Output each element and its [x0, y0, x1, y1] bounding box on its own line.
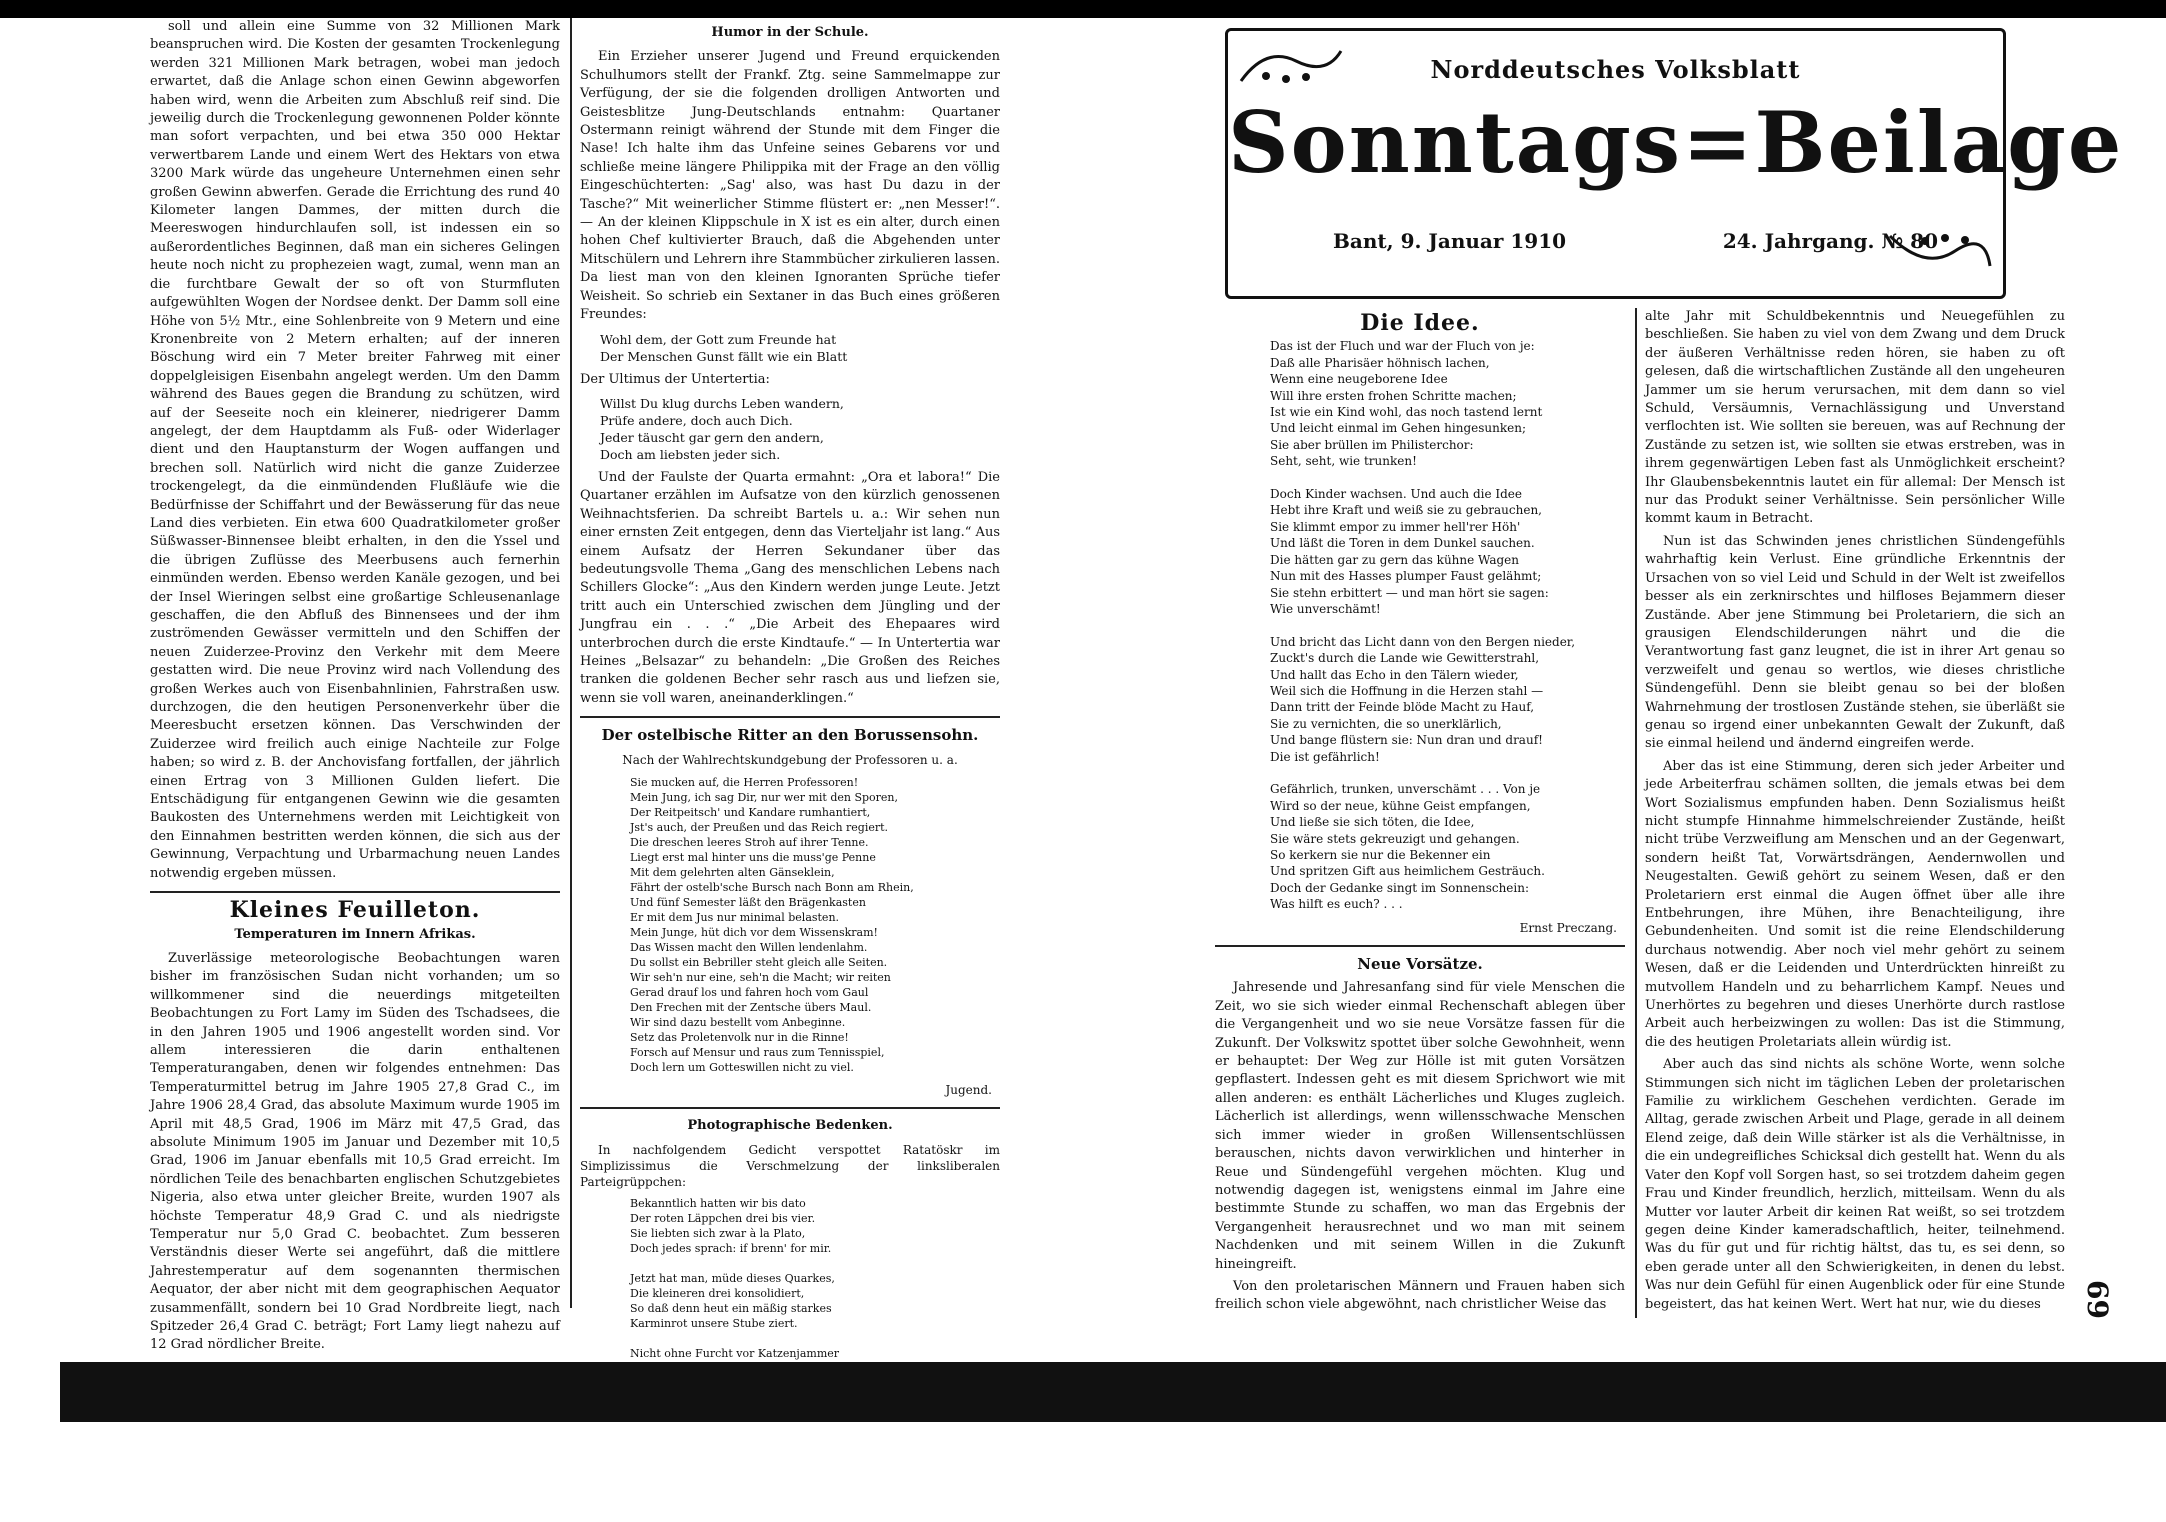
masthead-paper-name: Norddeutsches Volksblatt — [1430, 55, 1801, 84]
section-divider — [580, 716, 1000, 718]
ritter-poem: Sie mucken auf, die Herren Professoren! Mein Jung, ich sag Dir, nur wer mit den Sporen, Der Reitpeitsch' und Kandare rumhantiert, Jst's auch, der Preußen und das Reich regiert. Die dreschen leeres Stroh auf ihrer Tenne. Liegt erst mal hinter uns die muss'ge Penne Mit dem gelehrten alten Gänseklein, Fährt der ostelb'sche Bursch nach Bonn am Rhein, Und fünf Semester läßt den Brägenkasten Er mit dem Jus nur minimal belasten. Mein Junge, hüt dich vor dem Wissenskram! Das Wissen macht den Willen lendenlahm. Du sollst ein Bebriller steht gleich alle Seiten. Wir seh'n nur eine, seh'n die Macht; wir reiten Gerad drauf los und fahren hoch vom Gaul Den Frechen mit der Zentsche übers Maul. Wir sind dazu bestellt vom Anbeginne. Setz das Proletenvolk nur in die Rinne! Forsch auf Mensur und raus zum Tennisspiel, Doch lern um Gotteswillen nicht zu viel. — [630, 776, 914, 1074]
photo-poem: Bekanntlich hatten wir bis dato Der roten Läppchen drei bis vier. Sie liebten sich zwar à la Plato, Doch jedes sprach: if brenn' for mir. Jetzt hat man, müde dieses Quarkes, Die kleineren drei konsolidiert, So daß denn heut ein mäßig starkes Karminrot unsere Stube ziert. Nicht ohne Furcht vor Katzenjammer — [630, 1196, 840, 1360]
sozialismus-paragraph-3: Aber das ist eine Stimmung, deren sich jeder Arbeiter und jede Arbeiterfrau schämen sollten, die jemals etwas bei dem Wort Sozialismus empfunden haben. Denn Sozialismus heißt nicht stumpfe Hinnahme himmelschreiender Zustände, heißt nicht trübe Verzweiflung am Menschen und an der Gegenwart, sondern heißt Tat, Vorwärtsdrängen, Aendernwollen und Neugestalten. Gewiß gehört zu seinem Wesen, daß er den Proletariern erst einmal die Augen öffnet über alle ihre Entbehrungen, ihre Mühen, ihre Benachteiligung, ihre Gebundenheiten. Und somit ist die reine Elendschilderung durchaus notwendig. Aber noch viel mehr gehört zu seinem Wesen, daß er die Leidenden und Unterdrückten hinreißt zu mutvollem Handeln und zu beharrlichem Kampf. Neues und Unerhörtes zu begehren und dieses Unerhörte durch rastlose Arbeit auch herbeizwingen zu wollen: Das ist die Stimmung, die des heutigen Proletariats allein würdig ist. — [1645, 758, 2065, 1050]
masthead-place-date: Bant, 9. Januar 1910 — [1333, 229, 1567, 253]
masthead-volume: 24. Jahrgang. № 80 — [1722, 229, 1938, 253]
ritter-heading: Der ostelbische Ritter an den Borussensohn. — [601, 726, 979, 745]
right-page — [1215, 18, 2124, 1358]
sozialismus-paragraph-1: alte Jahr mit Schuldbekenntnis und Neuegefühlen zu beschließen. Sie haben zu viel von dem Zwang und dem Druck der äußeren Verhältnisse reden hören, sie haben zu oft gelesen, daß die wirtschaftlichen Zustände all den ungeheuren Jammer um sie herum verursachen, mit dem dann so viel Schuld, Versäumnis, Vernachlässigung und Unverstand verflochten ist. Wie sollten sie bereuen, was auf Rechnung der Zustände zu setzen ist, wie sollten sie etwas erstreben, was in ihrem gegenwärtigen Leben fast als Unmöglichkeit erscheint? Ihr Glaubensbekenntnis lautet ein für allemal: Der Mensch ist nur das Produkt seiner Verhältnisse. Sein persönlicher Wille kommt kaum in Betracht. — [1645, 309, 2065, 527]
ritter-subheading: Nach der Wahlrechtskundgebung der Professoren u. a. — [622, 752, 958, 767]
right-column-2 — [1645, 308, 2065, 1318]
photo-intro: In nachfolgendem Gedicht verspottet Ratatöskr im Simplizissimus die Verschmelzung der linksliberalen Parteigrüppchen: — [580, 1142, 1000, 1189]
vorsaetze-paragraph-1: Jahresende und Jahresanfang sind für viele Menschen die Zeit, wo sie sich wieder einmal Rechenschaft ablegen über die Vergangenheit und wo sie neue Vorsätze fassen für die Zukunft. Der Volkswitz spottet über solche Gewohnheit, wenn er behauptet: Der Weg zur Hölle ist mit guten Vorsätzen gepflastert. Indessen geht es mit diesem Sprichwort wie mit allen anderen: es enthält Lächerliches und Kluges zugleich. Lächerlich ist allerdings, wenn willensschwache Menschen sich immer wieder in großen Willensentschlüssen berauschen, nichts davon verwirklichen und hinterher in Reue und Sündengefühl vergehen möchten. Klug und notwendig dagegen ist, wenigstens einmal im Jahre eine bestimmte Stunde zu schaffen, wo man das Ergebnis der Vergangenheit herausrechnet und wo man mit seinem Nachdenken und mit seinem Willen in die Zukunft hineingreift. — [1215, 980, 1625, 1272]
left-column-1 — [150, 18, 560, 1359]
section-divider — [580, 1107, 1000, 1109]
sozialismus-paragraph-2: Nun ist das Schwinden jenes christlichen Sündengefühls wahrhaftig kein Verlust. Eine gründliche Erkenntnis der Ursachen von so viel Leid und Schuld in der Welt ist zweifellos besser als ein zerknirschtes und hilfloses Bejammern dieser Zustände. Aber jene Stimmung bei Proletariern, die sich an grausigen Elendschilderungen nährt und die die Verantwortung fast ganz leugnet, die ist in ihrer Art genau so verzweifelt und genau so wertlos, wie dieses christliche Sündengefühl. Denn sie bleibt genau so bei der bloßen Wahrnehmung der trostlosen Zustände stehen, sie überläßt sie genau so irgend einer unbekannten Gewalt der Zukunft, daß sie einmal heilend und ändernd eingreifen werde. — [1645, 533, 2065, 752]
masthead-title: Sonntags=Beilage — [1228, 93, 2124, 192]
column-rule — [570, 18, 572, 1308]
humor-verse-1: Wohl dem, der Gott zum Freunde hat Der Menschen Gunst fällt wie ein Blatt — [600, 331, 848, 364]
right-column-1 — [1215, 308, 1625, 1319]
temperature-article: Zuverlässige meteorologische Beobachtungen waren bisher im französischen Sudan nicht vorhanden; um so willkommener sind die neuerdings mitgeteilten Beobachtungen zu Fort Lamy im Süden des Tschadsees, die in den Jahren 1905 und 1906 angestellt worden sind. Vor allem interessieren die darin enthaltenen Temperaturangaben, denen wir folgendes entnehmen: Das Temperaturmittel betrug im Jahre 1905 27,8 Grad C., im Jahre 1906 28,4 Grad, das absolute Maximum wurde 1905 im April mit 48,5 Grad, 1906 im März mit 47,5 Grad, das absolute Minimum 1905 im Januar und Dezember mit 10,5 Grad, 1906 im Januar ebenfalls mit 10,5 Grad erreicht. Im nördlichen Teile des benachbarten englischen Schutzgebietes Nigeria, also etwa unter gleicher Breite, wurden 1907 als höchste Temperatur 48,9 Grad C. und als niedrigste Temperatur nur 5,0 Grad C. beobachtet. Zum besseren Verständnis dieser Werte sei angeführt, daß die mittlere Jahrestemperatur auf dem sogenannten thermischen Aequator, der aber nicht mit dem geographischen Aequator zusammenfällt, sondern bei 10 Grad Nordbreite liegt, nach Spitzeder 26,4 Grad C. beträgt; Fort Lamy liegt nahezu auf 12 Grad nördlicher Breite. — [150, 950, 560, 1353]
idee-heading: Die Idee. — [1360, 310, 1480, 336]
left-column-2 — [580, 18, 1000, 1412]
feuilleton-heading: Kleines Feuilleton. — [229, 897, 481, 924]
scan-dark-band — [60, 1362, 2166, 1422]
humor-verse-intro: Der Ultimus der Untertertia: — [580, 371, 770, 387]
humor-paragraph-2: Und der Faulste der Quarta ermahnt: „Ora et labora!“ Die Quartaner erzählen im Aufsatze von den kürzlich genossenen Weihnachtsferien. Da schreibt Bartels u. a.: Wir sehen nun einer ernsten Zeit entgegen, denn das Vierteljahr ist lang.“ Aus einem Aufsatz der Herren Sekundaner über das bedeutungsvolle Thema „Gang des menschlichen Lebens nach Schillers Glocke“: „Aus den Kindern werden junge Leute. Jetzt tritt auch ein Unterschied zwischen dem Jüngling und der Jungfrau ein . . .“ „Die Arbeit des Ehepaares wird unterbrochen durch die erste Kindtaufe.“ — In Untertertia war Heines „Belsazar“ zu behandeln: „Die Großen des Reiches tranken die goldenen Becher sehr rasch aus und liefzen sie, wenn sie voll waren, aneinanderklingen.“ — [580, 469, 1000, 706]
column-rule — [1635, 308, 1637, 1318]
humor-verse-2: Willst Du klug durchs Leben wandern, Prüfe andere, doch auch Dich. Jeder täuscht gar gern den andern, Doch am liebsten jeder sich. — [600, 395, 844, 462]
vorsaetze-paragraph-2: Von den proletarischen Männern und Frauen haben sich freilich schon viele abgewöhnt, nach christlicher Weise das — [1215, 1278, 1625, 1313]
newspaper-spread — [0, 18, 2166, 1362]
column-divider — [150, 891, 560, 893]
idee-poem: Das ist der Fluch und war der Fluch von je: Daß alle Pharisäer höhnisch lachen, Wenn eine neugeborene Idee Will ihre ersten frohen Schritte machen; Ist wie ein Kind wohl, das noch tastend lernt Und leicht einmal im Gehen hingesunken; Sie aber brüllen im Philisterchor: Seht, seht, wie trunken! Doch Kinder wachsen. Und auch die Idee Hebt ihre Kraft und weiß sie zu gebrauchen, Sie klimmt empor zu immer hell'rer Höh' Und läßt die Toren in dem Dunkel sauchen. Die hätten gar zu gern das kühne Wagen Nun mit des Hasses plumper Faust gelähmt; Sie stehn erbittert — und man hört sie sagen: Wie unverschämt! Und bricht das Licht dann von den Bergen nieder, Zuckt's durch die Lande wie Gewitterstrahl, Und hallt das Echo in den Tälern wieder, Weil sich die Hoffnung in die Herzen stahl — Dann tritt der Feinde blöde Macht zu Hauf, Sie zu vernichten, die so unerklärlich, Und bange flüstern sie: Nun dran und drauf! Die ist gefährlich! Gefährlich, trunken, unverschämt . . . Von je Wird so der neue, kühne Geist empfangen, Und ließe sie sich töten, die Idee, Sie wäre stets gekreuzigt und gehangen. So kerkern sie nur die Bekenner ein Und spritzen Gift aus heimlichem Gesträuch. Doch der Gedanke singt im Sonnenschein: Was hilft es euch? . . . — [1270, 339, 1576, 912]
sozialismus-paragraph-4: Aber auch das sind nichts als schöne Worte, wenn solche Stimmungen sich nicht im täglichen Leben der proletarischen Familie zu wirklichem Geschehen verdichten. Gerade im Alltag, gerade zwischen Arbeit und Plage, gerade in all deinem Elend zeige, daß dein Wille stärker ist als die Verhältnisse, in die ein undegreifliches Schicksal dich gestellt hat. Wenn du als Vater den Kopf voll Sorgen hast, so sei trotzdem daheim gegen Frau und Kinder freundlich, herzlich, mitteilsam. Wenn du als Mutter vor lauter Arbeit dir keinen Rat weißt, so sei trotzdem gegen deine Kinder kameradschaftlich, heiter, teilnehmend. Was du für gut und für richtig hältst, das tu, es sei denn, so eben gerade unter all den Schwierigkeiten, in denen du lebst. Was nur dein Gefühl für einen Augenblick oder für eine Stunde begeistert, das hat keinen Wert. Wert hat nur, wie du dieses — [1645, 1057, 2065, 1312]
temperature-heading: Temperaturen im Innern Afrikas. — [234, 926, 476, 942]
ritter-signature: Jugend. — [945, 1083, 992, 1097]
zuiderzee-article: soll und allein eine Summe von 32 Millionen Mark beanspruchen wird. Die Kosten der gesamten Trockenlegung werden 321 Millionen Mark betragen, wobei man jedoch erwartet, daß die Anlage schon einen Gewinn abgeworfen haben wird, wenn die Arbeiten zum Abschluß reif sind. Die jeweilig durch die Trockenlegung gewonnenen Polder könnte man sofort verpachten, und bei etwa 350 000 Hektar verwertbarem Lande und einem Wert des Hektars von etwa 3200 Mark würde das ungeheure Unternehmen einen sehr großen Gewinn abwerfen. Gerade die Errichtung des rund 40 Kilometer langen Dammes, der mitten durch die Meereswogen hindurchlaufen soll, ist indessen ein so außerordentliches Beginnen, daß man ein sicheres Gelingen heute noch nicht zu prophezeien wagt, zumal, wenn man an die furchtbare Gewalt der so oft von Sturmfluten aufgewühlten Wogen der Nordsee denkt. Der Damm soll eine Höhe von 5½ Mtr., eine Sohlenbreite von 9 Metern und eine Kronenbreite von 2 Metern erhalten; auf der inneren Böschung wird ein 7 Meter breiter Fahrweg mit einer doppelgleisigen Eisenbahn angelegt werden. Um den Damm während des Baues gegen die Brandung zu schützen, wird auf der Seeseite noch ein kleinerer, niedrigerer Damm angelegt, der dem Hauptdamm als Fuß- oder Widerlager dient und den Hauptansturm der Wogen auffangen und brechen soll. Natürlich wird nicht die ganze Zuiderzee trockengelegt, da die einmündenden Flußläufe wie die Bedürfnisse der Schiffahrt und der Bewässerung für das neue Land dies verbieten. Ein etwa 600 Quadratkilometer großer Süßwasser-Binnensee bleibt erhalten, in den die Yssel und die übrigen Zuflüsse des Meerbusens auch fernerhin einmünden werden. Ebenso werden Kanäle gezogen, und bei der Insel Wieringen selbst eine großartige Schleusenanlage geschaffen, die den Abfluß des Binnensees und der ihm zuströmenden Gewässer vermitteln und den Schiffen der neuen Zuiderzee-Provinz den Verkehr mit dem Meere gestatten wird. Die neue Provinz wird nach Vollendung des großen Werkes auch von Eisenbahnlinien, Fahrstraßen usw. durchzogen, die den heutigen Personenverkehr über die Meeresbucht ersetzen können. Das Verschwinden der Zuiderzee wird freilich auch einige Nachteile zur Folge haben; so wird z. B. der Anchovisfang fortfallen, der jährlich einen Ertrag von 3 Millionen Gulden liefert. Die Entschädigung für entgangenen Gewinn wie die gesamten Baukosten des Unternehmens werden mit Leichtigkeit von den Einnahmen bestritten werden können, die sich aus der Gewinnung, Verpachtung und Urbarmachung neuen Landes notwendig ergeben müssen. — [150, 19, 560, 881]
humor-heading: Humor in der Schule. — [711, 25, 869, 40]
left-page — [150, 18, 1030, 1358]
vorsaetze-heading: Neue Vorsätze. — [1357, 955, 1483, 974]
idee-signature: Ernst Preczang. — [1519, 920, 1617, 935]
humor-paragraph-1: Ein Erzieher unserer Jugend und Freund erquickenden Schulhumors stellt der Frankf. Ztg. seine Sammelmappe zur Verfügung, der sie die folgenden drolligen Antworten und Geistesblitze Jung-Deutschlands entnahm: Quartaner Ostermann reinigt während der Stunde mit dem Finger die Nase! Ich halte ihm das Unfeine seines Gebarens vor und schließe meine längere Philippika mit der Frage an den völlig Eingeschüchterten: „Sag' also, was hast Du dazu in der Tasche?“ Mit weinerlicher Stimme flüstert er: „nen Messer!“. — An der kleinen Klippschule in X ist es ein alter, durch einen hohen Chef kultivierter Brauch, daß die Abgehenden unter Mitschülern und Lehrern ihre Stammbücher zirkulieren lassen. Da liest man von den kleinen Ignoranten Sprüche tiefer Weisheit. So schrieb ein Sextaner in das Buch eines größeren Freundes: — [580, 49, 1000, 323]
masthead — [1225, 28, 2124, 299]
photo-heading: Photographische Bedenken. — [687, 1118, 893, 1134]
scan-border-top — [0, 0, 2166, 18]
section-divider — [1215, 945, 1625, 947]
page-number: 69 — [2080, 1280, 2114, 1319]
